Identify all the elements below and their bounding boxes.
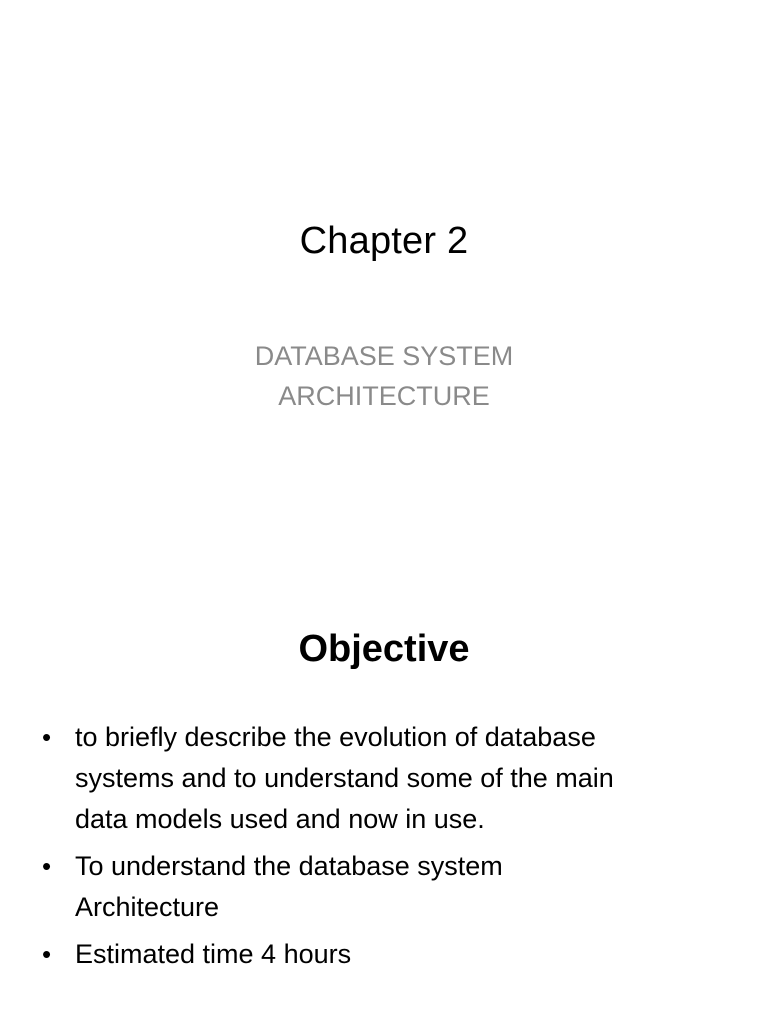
chapter-subtitle: [0, 336, 768, 416]
bullet-marker: •: [42, 851, 52, 881]
objective-bullet-list: [40, 717, 720, 981]
bullet-text-line: systems and to understand some of the main: [75, 763, 614, 793]
bullet-text-line: Estimated time 4 hours: [75, 939, 352, 969]
bullet-text-line: To understand the database system: [75, 851, 503, 881]
bullet-text-line: Architecture: [75, 892, 220, 922]
bullet-item: [40, 717, 720, 840]
subtitle-line-1: DATABASE SYSTEM: [254, 341, 514, 371]
bullet-item: [40, 846, 720, 928]
bullet-text-line: to briefly describe the evolution of database: [75, 722, 596, 752]
subtitle-line-2: ARCHITECTURE: [278, 381, 490, 411]
bullet-marker: •: [42, 939, 52, 969]
bullet-text-line: data models used and now in use.: [75, 804, 485, 834]
bullet-marker: •: [42, 722, 52, 752]
chapter-title: Chapter 2: [299, 220, 469, 262]
slide-objective: [0, 576, 768, 1024]
bullet-item: [40, 934, 720, 975]
objective-title: Objective: [298, 628, 470, 670]
